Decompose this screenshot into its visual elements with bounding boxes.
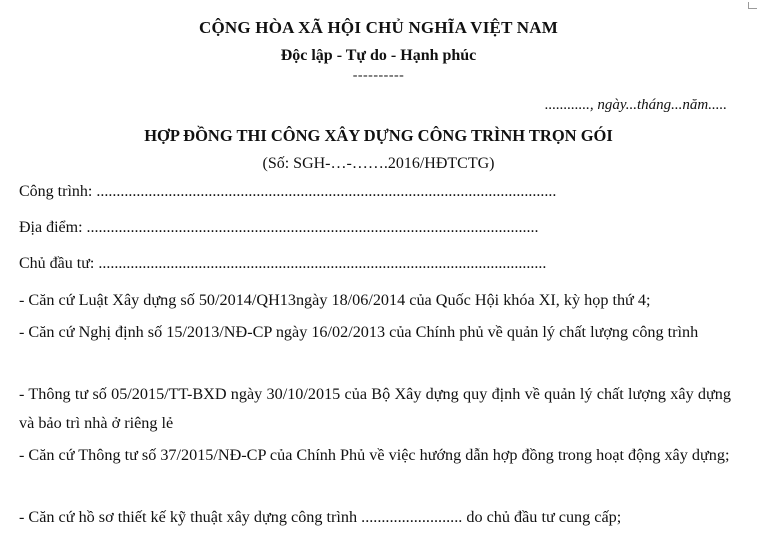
date-line: ............, ngày...tháng...năm..... bbox=[544, 97, 727, 113]
header-divider: ---------- bbox=[352, 68, 405, 83]
field-project-label: Công trình: bbox=[19, 183, 93, 200]
legal-basis-item: - Căn cứ Thông tư số 37/2015/NĐ-CP của Chính Phủ về việc hướng dẫn hợp đồng trong hoạt động xây dựng; bbox=[19, 446, 730, 464]
legal-basis-item: - Căn cứ hồ sơ thiết kế kỹ thuật xây dựng công trình ......................... do chủ đầu tư cung cấp; bbox=[19, 508, 622, 526]
field-investor-dots: ................................................................................................................ bbox=[94, 255, 547, 272]
page-corner-mark bbox=[748, 2, 757, 9]
legal-basis-item: - Căn cứ Luật Xây dựng số 50/2014/QH13ngày 18/06/2014 của Quốc Hội khóa XI, kỳ họp thứ 4; bbox=[19, 291, 651, 309]
field-location-dots: ................................................................................................................. bbox=[82, 219, 539, 236]
field-investor bbox=[19, 255, 719, 273]
field-location-label: Địa điểm: bbox=[19, 219, 83, 236]
national-title: CỘNG HÒA XÃ HỘI CHỦ NGHĨA VIỆT NAM bbox=[199, 18, 558, 37]
contract-number: (Số: SGH-…-…….2016/HĐTCTG) bbox=[262, 155, 495, 172]
field-project bbox=[19, 183, 719, 201]
field-project-dots: ................................................................................................................... bbox=[92, 183, 557, 200]
national-motto: Độc lập - Tự do - Hạnh phúc bbox=[280, 47, 477, 64]
contract-title: HỢP ĐỒNG THI CÔNG XÂY DỰNG CÔNG TRÌNH TRỌN GÓI bbox=[144, 126, 613, 145]
field-location bbox=[19, 219, 719, 237]
legal-basis-item: - Căn cứ Nghị định số 15/2013/NĐ-CP ngày 16/02/2013 của Chính phủ về quản lý chất lượng công trình bbox=[19, 323, 699, 341]
field-investor-label: Chủ đầu tư: bbox=[19, 255, 95, 272]
legal-basis-item: - Thông tư số 05/2015/TT-BXD ngày 30/10/2015 của Bộ Xây dựng quy định về quản lý chất lượng xây dựng và bảo trì nhà ở riêng lẻ bbox=[19, 385, 731, 432]
